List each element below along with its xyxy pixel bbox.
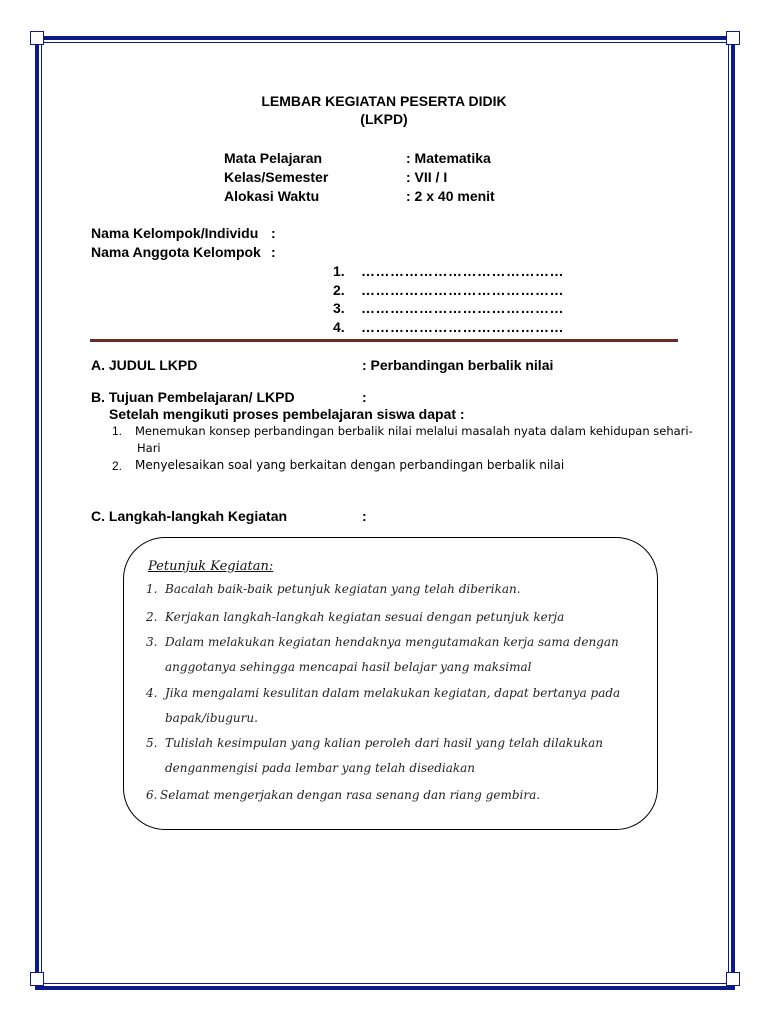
info-label-time: Alokasi Waktu (224, 188, 320, 204)
goal-text: Menemukan konsep perbandingan berbalik nilai melalui masalah nyata dalam kehidupan sehari- (135, 424, 693, 438)
border-corner-bottom-right (726, 972, 740, 986)
section-c-label: C. Langkah-langkah Kegiatan (91, 508, 288, 524)
member-number: 3. (333, 300, 345, 316)
group-name-label: Nama Kelompok/Individu (91, 225, 259, 241)
border-corner-top-right (726, 31, 740, 45)
section-b-intro: Setelah mengikuti proses pembelajaran siswa dapat : (109, 406, 465, 422)
member-blank: …………………………………… (361, 282, 564, 298)
section-c-colon: : (362, 508, 367, 524)
instruction-number: 6. (146, 788, 158, 802)
instruction-number: 2. (146, 610, 158, 624)
info-label-class: Kelas/Semester (224, 169, 329, 185)
info-value-subject: : Matematika (406, 150, 491, 166)
section-a-value: : Perbandingan berbalik nilai (362, 357, 554, 373)
border-corner-top-left (30, 31, 44, 45)
goal-number: 2. (112, 459, 123, 473)
member-blank: …………………………………… (361, 300, 564, 316)
info-value-class: : VII / I (406, 169, 448, 185)
member-number: 1. (333, 263, 345, 279)
goal-text-continued: Hari (137, 441, 161, 455)
instruction-text-continued: denganmengisi pada lembar yang telah disediakan (165, 761, 476, 775)
section-a-label: A. JUDUL LKPD (91, 357, 198, 373)
document-subtitle: (LKPD) (360, 111, 408, 127)
section-b-label: B. Tujuan Pembelajaran/ LKPD (91, 389, 295, 405)
instruction-text: Selamat mengerjakan dengan rasa senang dan riang gembira. (160, 788, 541, 802)
group-members-colon: : (271, 244, 276, 260)
instruction-text: Jika mengalami kesulitan dalam melakukan kegiatan, dapat bertanya pada (165, 686, 621, 700)
info-value-time: : 2 x 40 menit (406, 188, 495, 204)
instruction-text: Bacalah baik-baik petunjuk kegiatan yang telah diberikan. (165, 582, 521, 596)
document-title: LEMBAR KEGIATAN PESERTA DIDIK (261, 93, 507, 109)
info-label-subject: Mata Pelajaran (224, 150, 323, 166)
member-blank: …………………………………… (361, 263, 564, 279)
instruction-number: 3. (146, 635, 158, 649)
instructions-title: Petunjuk Kegiatan: (148, 559, 274, 574)
instruction-text: Kerjakan langkah-langkah kegiatan sesuai dengan petunjuk kerja (165, 610, 565, 624)
group-name-colon: : (271, 225, 276, 241)
instructions-box (123, 537, 658, 830)
instruction-number: 4. (146, 686, 158, 700)
instruction-text-continued: bapak/ibuguru. (165, 711, 258, 725)
instruction-text-continued: anggotanya sehingga mencapai hasil belajar yang maksimal (165, 660, 532, 674)
border-corner-bottom-left (30, 972, 44, 986)
goal-number: 1. (112, 424, 123, 438)
instruction-number: 5. (146, 736, 158, 750)
goal-text: Menyelesaikan soal yang berkaitan dengan perbandingan berbalik nilai (135, 458, 565, 472)
member-blank: …………………………………… (361, 319, 564, 335)
instruction-number: 1. (146, 582, 158, 596)
member-number: 4. (333, 319, 345, 335)
instruction-text: Tulislah kesimpulan yang kalian peroleh dari hasil yang telah dilakukan (165, 736, 604, 750)
section-b-colon: : (362, 389, 367, 405)
instruction-text: Dalam melakukan kegiatan hendaknya mengutamakan kerja sama dengan (165, 635, 619, 649)
group-members-label: Nama Anggota Kelompok (91, 244, 261, 260)
member-number: 2. (333, 282, 345, 298)
section-divider (90, 339, 678, 342)
